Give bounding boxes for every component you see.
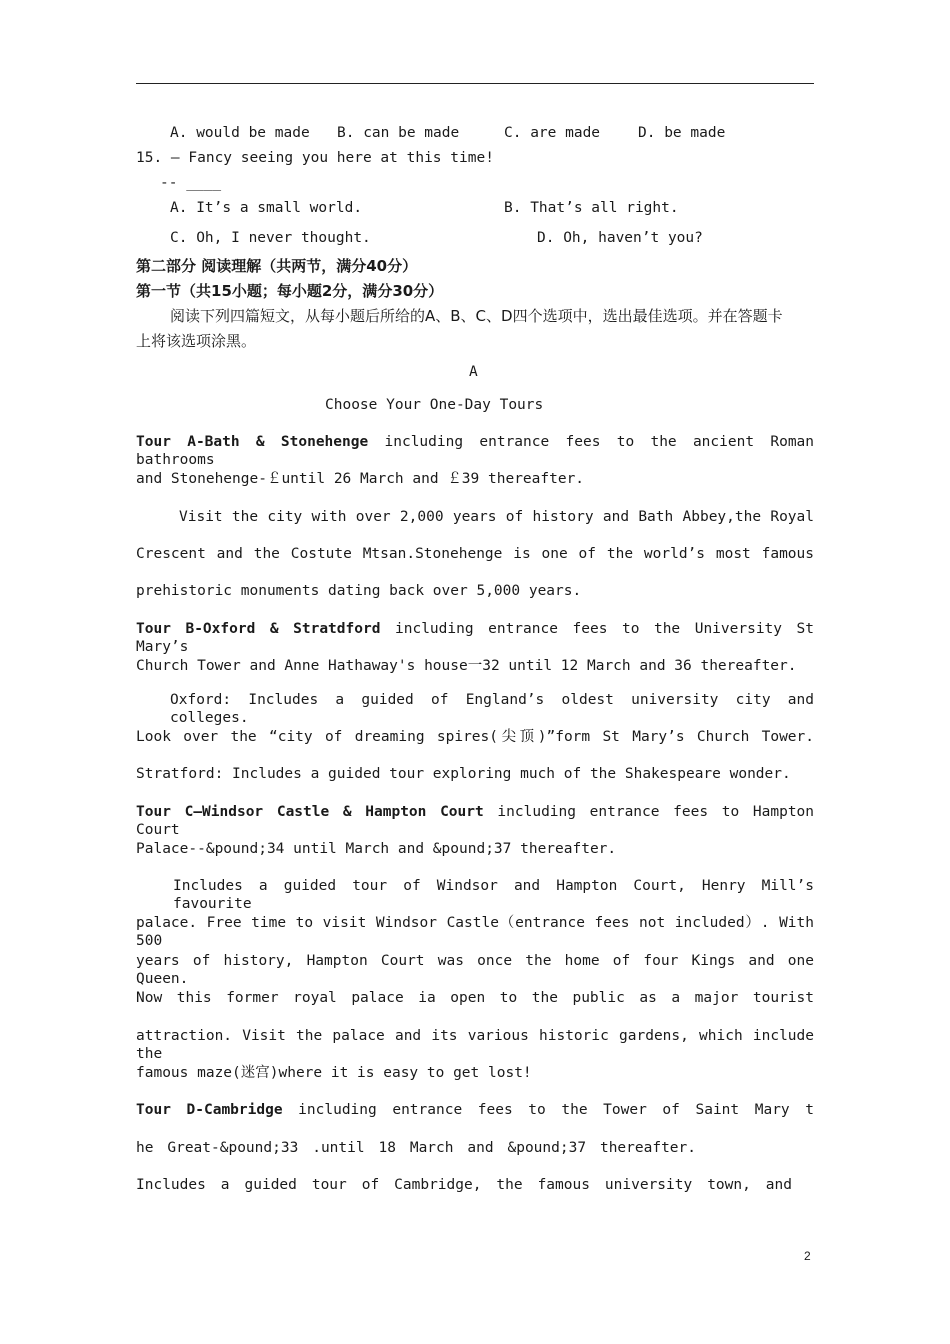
- passage-title: Choose Your One-Day Tours: [325, 397, 544, 413]
- tour-a-para-1: Visit the city with over 2,000 years of history and Bath Abbey,the Royal: [179, 509, 814, 525]
- q14-option-d: D. be made: [638, 125, 726, 141]
- q15-option-c: C. Oh, I never thought.: [170, 230, 371, 246]
- tour-d-fees: including entrance fees to the Tower of Saint Mary t: [298, 1102, 814, 1118]
- q14-option-a: A. would be made: [170, 125, 310, 141]
- tour-c-para-2: palace. Free time to visit Windsor Castle（entrance fees not included）. With 500: [136, 915, 814, 949]
- tour-b-fees: including entrance fees to the University St Mary’s: [136, 621, 815, 655]
- tour-b-para-1: Oxford: Includes a guided of England’s oldest university city and colleges.: [170, 692, 814, 726]
- tour-d-line-2: he Great-&pound;33 .until 18 March and &pound;37 thereafter.: [136, 1140, 696, 1156]
- tour-b-para-2: Look over the “city of dreaming spires(尖顶)”form St Mary’s Church Tower.: [136, 729, 814, 745]
- tour-a-para-2: Crescent and the Costute Mtsan.Stonehenge is one of the world’s most famous: [136, 546, 814, 562]
- tour-d-name: Tour D-Cambridge: [136, 1102, 283, 1118]
- tour-c-line-1: [136, 803, 814, 839]
- tour-c-para-3: years of history, Hampton Court was once the home of four Kings and one Queen.: [136, 953, 814, 987]
- q14-option-b: B. can be made: [337, 125, 460, 141]
- header-rule: [136, 83, 814, 84]
- tour-b-line-1: [136, 620, 814, 656]
- instruction-line-2: 上将该选项涂黑。: [136, 332, 257, 350]
- tour-c-line-2: Palace--&pound;34 until March and &pound;37 thereafter.: [136, 841, 617, 857]
- q15-option-a: A. It’s a small world.: [170, 200, 363, 216]
- q14-option-c: C. are made: [504, 125, 601, 141]
- tour-c-para-5: attraction. Visit the palace and its various historic gardens, which include the: [136, 1028, 814, 1062]
- instruction-line-1: 阅读下列四篇短文，从每小题后所给的A、B、C、D四个选项中，选出最佳选项。并在答题卡: [170, 307, 783, 325]
- tour-d-para-1: Includes a guided tour of Cambridge, the famous university town, and: [136, 1177, 792, 1193]
- tour-a-fees: including entrance fees to the ancient Roman bathrooms: [136, 434, 815, 468]
- q15-option-d: D. Oh, haven’t you?: [537, 230, 703, 246]
- page-number: 2: [804, 1249, 811, 1263]
- passage-letter: A: [469, 364, 478, 380]
- tour-c-para-6: famous maze(迷宫)where it is easy to get lost!: [136, 1065, 532, 1081]
- section1-heading: 第一节（共15小题；每小题2分，满分30分）: [136, 282, 444, 300]
- tour-c-name: Tour C—Windsor Castle & Hampton Court: [136, 804, 484, 820]
- q15-reply-blank: -- ____: [160, 175, 222, 191]
- q15-option-b: B. That’s all right.: [504, 200, 679, 216]
- tour-b-para-3: Stratford: Includes a guided tour exploring much of the Shakespeare wonder.: [136, 766, 791, 782]
- tour-b-line-2: Church Tower and Anne Hathaway's house一32 until 12 March and 36 thereafter.: [136, 658, 797, 674]
- tour-b-name: Tour B-Oxford & Stratdford: [136, 621, 381, 637]
- tour-c-para-4: Now this former royal palace ia open to the public as a major tourist: [136, 990, 814, 1006]
- tour-a-name: Tour A-Bath & Stonehenge: [136, 434, 369, 450]
- tour-a-para-3: prehistoric monuments dating back over 5,000 years.: [136, 583, 582, 599]
- tour-a-line-2: and Stonehenge-￡until 26 March and ￡39 thereafter.: [136, 471, 585, 487]
- part2-heading: 第二部分 阅读理解（共两节，满分40分）: [136, 257, 418, 275]
- tour-d-line-1: [136, 1101, 814, 1119]
- tour-c-fees: including entrance fees to Hampton Court: [136, 804, 815, 838]
- tour-a-line-1: [136, 433, 814, 469]
- q15-stem: 15. – Fancy seeing you here at this time!: [136, 150, 494, 166]
- tour-c-para-1: Includes a guided tour of Windsor and Hampton Court, Henry Mill’s favourite: [173, 878, 814, 912]
